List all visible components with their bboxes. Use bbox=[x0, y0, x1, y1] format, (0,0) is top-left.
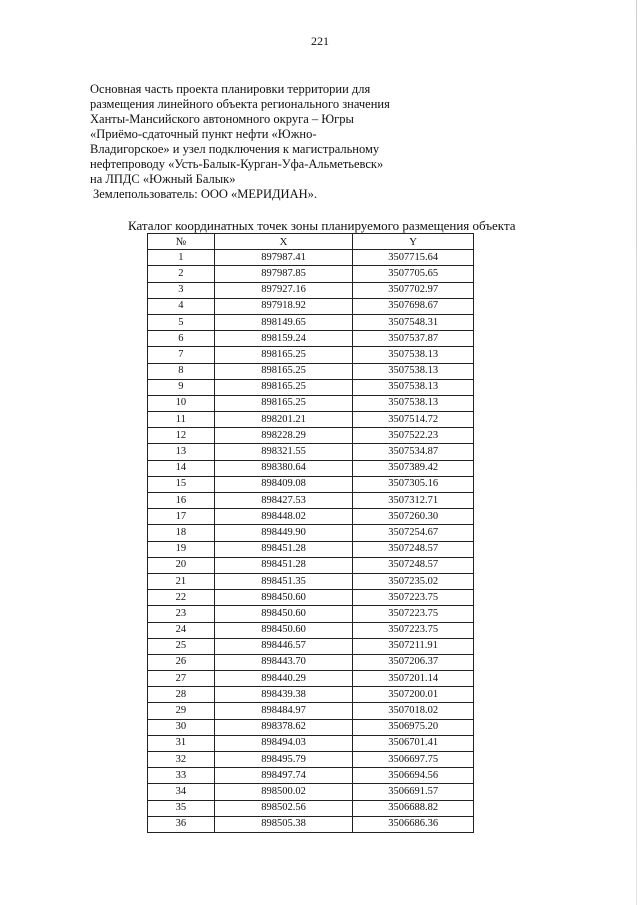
table-row bbox=[148, 687, 474, 703]
cell-point-number: 22 bbox=[148, 590, 215, 606]
coordinates-table bbox=[147, 233, 474, 833]
cell-x-coordinate: 898451.28 bbox=[214, 557, 353, 573]
cell-point-number: 2 bbox=[148, 266, 215, 282]
cell-x-coordinate: 898321.55 bbox=[214, 444, 353, 460]
cell-x-coordinate: 898451.28 bbox=[214, 541, 353, 557]
cell-point-number: 34 bbox=[148, 784, 215, 800]
cell-point-number: 1 bbox=[148, 250, 215, 266]
scan-edge-line bbox=[636, 0, 637, 905]
cell-point-number: 33 bbox=[148, 768, 215, 784]
header-line: Основная часть проекта планировки территории для bbox=[90, 82, 371, 96]
cell-y-coordinate: 3506691.57 bbox=[353, 784, 474, 800]
table-row bbox=[148, 509, 474, 525]
table-row bbox=[148, 250, 474, 266]
cell-y-coordinate: 3507305.16 bbox=[353, 476, 474, 492]
cell-point-number: 4 bbox=[148, 298, 215, 314]
cell-x-coordinate: 898165.25 bbox=[214, 379, 353, 395]
cell-x-coordinate: 898484.97 bbox=[214, 703, 353, 719]
cell-x-coordinate: 898201.21 bbox=[214, 412, 353, 428]
cell-y-coordinate: 3507018.02 bbox=[353, 703, 474, 719]
cell-x-coordinate: 898446.57 bbox=[214, 638, 353, 654]
cell-y-coordinate: 3507254.67 bbox=[353, 525, 474, 541]
cell-y-coordinate: 3507248.57 bbox=[353, 541, 474, 557]
cell-y-coordinate: 3507715.64 bbox=[353, 250, 474, 266]
table-row bbox=[148, 541, 474, 557]
cell-y-coordinate: 3507548.31 bbox=[353, 314, 474, 330]
column-header-number: № bbox=[148, 234, 215, 250]
table-row bbox=[148, 752, 474, 768]
column-header-y: Y bbox=[353, 234, 474, 250]
cell-point-number: 36 bbox=[148, 816, 215, 832]
table-row bbox=[148, 314, 474, 330]
header-line: «Приёмо-сдаточный пункт нефти «Южно- bbox=[90, 127, 317, 141]
table-row bbox=[148, 703, 474, 719]
cell-x-coordinate: 898228.29 bbox=[214, 428, 353, 444]
table-row bbox=[148, 557, 474, 573]
table-row bbox=[148, 460, 474, 476]
cell-y-coordinate: 3506688.82 bbox=[353, 800, 474, 816]
table-row bbox=[148, 816, 474, 832]
cell-x-coordinate: 898378.62 bbox=[214, 719, 353, 735]
cell-x-coordinate: 898380.64 bbox=[214, 460, 353, 476]
table-row bbox=[148, 719, 474, 735]
cell-point-number: 21 bbox=[148, 573, 215, 589]
cell-point-number: 5 bbox=[148, 314, 215, 330]
cell-point-number: 12 bbox=[148, 428, 215, 444]
table-row bbox=[148, 590, 474, 606]
cell-y-coordinate: 3507312.71 bbox=[353, 493, 474, 509]
header-line: размещения линейного объекта регионального значения bbox=[90, 97, 390, 111]
cell-point-number: 13 bbox=[148, 444, 215, 460]
cell-y-coordinate: 3507534.87 bbox=[353, 444, 474, 460]
cell-point-number: 6 bbox=[148, 331, 215, 347]
header-line: Владигорское» и узел подключения к магистральному bbox=[90, 142, 380, 156]
catalog-title: Каталог координатных точек зоны планируемого размещения объекта bbox=[128, 218, 516, 233]
cell-x-coordinate: 898495.79 bbox=[214, 752, 353, 768]
cell-point-number: 28 bbox=[148, 687, 215, 703]
cell-y-coordinate: 3507514.72 bbox=[353, 412, 474, 428]
table-row bbox=[148, 363, 474, 379]
table-row bbox=[148, 784, 474, 800]
cell-point-number: 23 bbox=[148, 606, 215, 622]
cell-x-coordinate: 898439.38 bbox=[214, 687, 353, 703]
cell-point-number: 15 bbox=[148, 476, 215, 492]
table-row bbox=[148, 298, 474, 314]
cell-y-coordinate: 3506694.56 bbox=[353, 768, 474, 784]
cell-point-number: 35 bbox=[148, 800, 215, 816]
cell-x-coordinate: 898502.56 bbox=[214, 800, 353, 816]
table-row bbox=[148, 800, 474, 816]
cell-y-coordinate: 3506701.41 bbox=[353, 735, 474, 751]
table-row bbox=[148, 347, 474, 363]
cell-x-coordinate: 898450.60 bbox=[214, 622, 353, 638]
table-row bbox=[148, 331, 474, 347]
table-row bbox=[148, 671, 474, 687]
cell-y-coordinate: 3506686.36 bbox=[353, 816, 474, 832]
cell-point-number: 29 bbox=[148, 703, 215, 719]
cell-y-coordinate: 3507211.91 bbox=[353, 638, 474, 654]
cell-point-number: 11 bbox=[148, 412, 215, 428]
cell-point-number: 27 bbox=[148, 671, 215, 687]
cell-point-number: 19 bbox=[148, 541, 215, 557]
cell-y-coordinate: 3507698.67 bbox=[353, 298, 474, 314]
cell-y-coordinate: 3506975.20 bbox=[353, 719, 474, 735]
cell-y-coordinate: 3507200.01 bbox=[353, 687, 474, 703]
cell-x-coordinate: 898448.02 bbox=[214, 509, 353, 525]
table-row bbox=[148, 638, 474, 654]
document-header bbox=[90, 82, 510, 202]
cell-x-coordinate: 898409.08 bbox=[214, 476, 353, 492]
header-line: на ЛПДС «Южный Балык» bbox=[90, 172, 236, 186]
column-header-x: X bbox=[214, 234, 353, 250]
cell-point-number: 25 bbox=[148, 638, 215, 654]
cell-y-coordinate: 3507223.75 bbox=[353, 606, 474, 622]
cell-x-coordinate: 897927.16 bbox=[214, 282, 353, 298]
table-row bbox=[148, 379, 474, 395]
table-row bbox=[148, 395, 474, 411]
cell-y-coordinate: 3507201.14 bbox=[353, 671, 474, 687]
cell-y-coordinate: 3507206.37 bbox=[353, 654, 474, 670]
table-body bbox=[148, 250, 474, 833]
cell-x-coordinate: 898443.70 bbox=[214, 654, 353, 670]
page-number: 221 bbox=[311, 34, 329, 48]
table-row bbox=[148, 654, 474, 670]
cell-y-coordinate: 3506697.75 bbox=[353, 752, 474, 768]
cell-x-coordinate: 897918.92 bbox=[214, 298, 353, 314]
cell-y-coordinate: 3507235.02 bbox=[353, 573, 474, 589]
table-row bbox=[148, 573, 474, 589]
table-row bbox=[148, 735, 474, 751]
cell-x-coordinate: 898165.25 bbox=[214, 395, 353, 411]
cell-y-coordinate: 3507389.42 bbox=[353, 460, 474, 476]
cell-x-coordinate: 898497.74 bbox=[214, 768, 353, 784]
header-line: Ханты-Мансийского автономного округа – Югры bbox=[90, 112, 354, 126]
cell-x-coordinate: 898450.60 bbox=[214, 606, 353, 622]
cell-x-coordinate: 898165.25 bbox=[214, 363, 353, 379]
table-row bbox=[148, 525, 474, 541]
cell-y-coordinate: 3507522.23 bbox=[353, 428, 474, 444]
table-row bbox=[148, 606, 474, 622]
cell-point-number: 24 bbox=[148, 622, 215, 638]
cell-x-coordinate: 898149.65 bbox=[214, 314, 353, 330]
table-row bbox=[148, 428, 474, 444]
cell-x-coordinate: 898440.29 bbox=[214, 671, 353, 687]
cell-y-coordinate: 3507538.13 bbox=[353, 379, 474, 395]
cell-y-coordinate: 3507702.97 bbox=[353, 282, 474, 298]
cell-x-coordinate: 898500.02 bbox=[214, 784, 353, 800]
cell-y-coordinate: 3507538.13 bbox=[353, 363, 474, 379]
table-row bbox=[148, 266, 474, 282]
cell-y-coordinate: 3507260.30 bbox=[353, 509, 474, 525]
land-user-line: Землепользователь: ООО «МЕРИДИАН». bbox=[93, 187, 318, 201]
cell-point-number: 20 bbox=[148, 557, 215, 573]
table-row bbox=[148, 493, 474, 509]
table-row bbox=[148, 412, 474, 428]
cell-x-coordinate: 898494.03 bbox=[214, 735, 353, 751]
table-row bbox=[148, 622, 474, 638]
table-row bbox=[148, 476, 474, 492]
cell-x-coordinate: 898427.53 bbox=[214, 493, 353, 509]
cell-x-coordinate: 898451.35 bbox=[214, 573, 353, 589]
cell-y-coordinate: 3507223.75 bbox=[353, 590, 474, 606]
cell-point-number: 7 bbox=[148, 347, 215, 363]
header-line: нефтепроводу «Усть-Балык-Курган-Уфа-Альметьевск» bbox=[90, 157, 384, 171]
cell-point-number: 17 bbox=[148, 509, 215, 525]
cell-point-number: 30 bbox=[148, 719, 215, 735]
cell-x-coordinate: 898505.38 bbox=[214, 816, 353, 832]
cell-point-number: 18 bbox=[148, 525, 215, 541]
table-row bbox=[148, 282, 474, 298]
cell-x-coordinate: 898450.60 bbox=[214, 590, 353, 606]
cell-point-number: 8 bbox=[148, 363, 215, 379]
cell-point-number: 3 bbox=[148, 282, 215, 298]
cell-x-coordinate: 898449.90 bbox=[214, 525, 353, 541]
cell-x-coordinate: 897987.41 bbox=[214, 250, 353, 266]
cell-point-number: 9 bbox=[148, 379, 215, 395]
table-row bbox=[148, 444, 474, 460]
cell-point-number: 26 bbox=[148, 654, 215, 670]
cell-point-number: 31 bbox=[148, 735, 215, 751]
cell-point-number: 32 bbox=[148, 752, 215, 768]
cell-y-coordinate: 3507538.13 bbox=[353, 347, 474, 363]
cell-point-number: 14 bbox=[148, 460, 215, 476]
cell-point-number: 16 bbox=[148, 493, 215, 509]
cell-y-coordinate: 3507223.75 bbox=[353, 622, 474, 638]
cell-x-coordinate: 897987.85 bbox=[214, 266, 353, 282]
cell-point-number: 10 bbox=[148, 395, 215, 411]
cell-y-coordinate: 3507248.57 bbox=[353, 557, 474, 573]
cell-y-coordinate: 3507537.87 bbox=[353, 331, 474, 347]
cell-y-coordinate: 3507538.13 bbox=[353, 395, 474, 411]
table-header-row bbox=[148, 234, 474, 250]
table-row bbox=[148, 768, 474, 784]
cell-x-coordinate: 898159.24 bbox=[214, 331, 353, 347]
cell-y-coordinate: 3507705.65 bbox=[353, 266, 474, 282]
cell-x-coordinate: 898165.25 bbox=[214, 347, 353, 363]
